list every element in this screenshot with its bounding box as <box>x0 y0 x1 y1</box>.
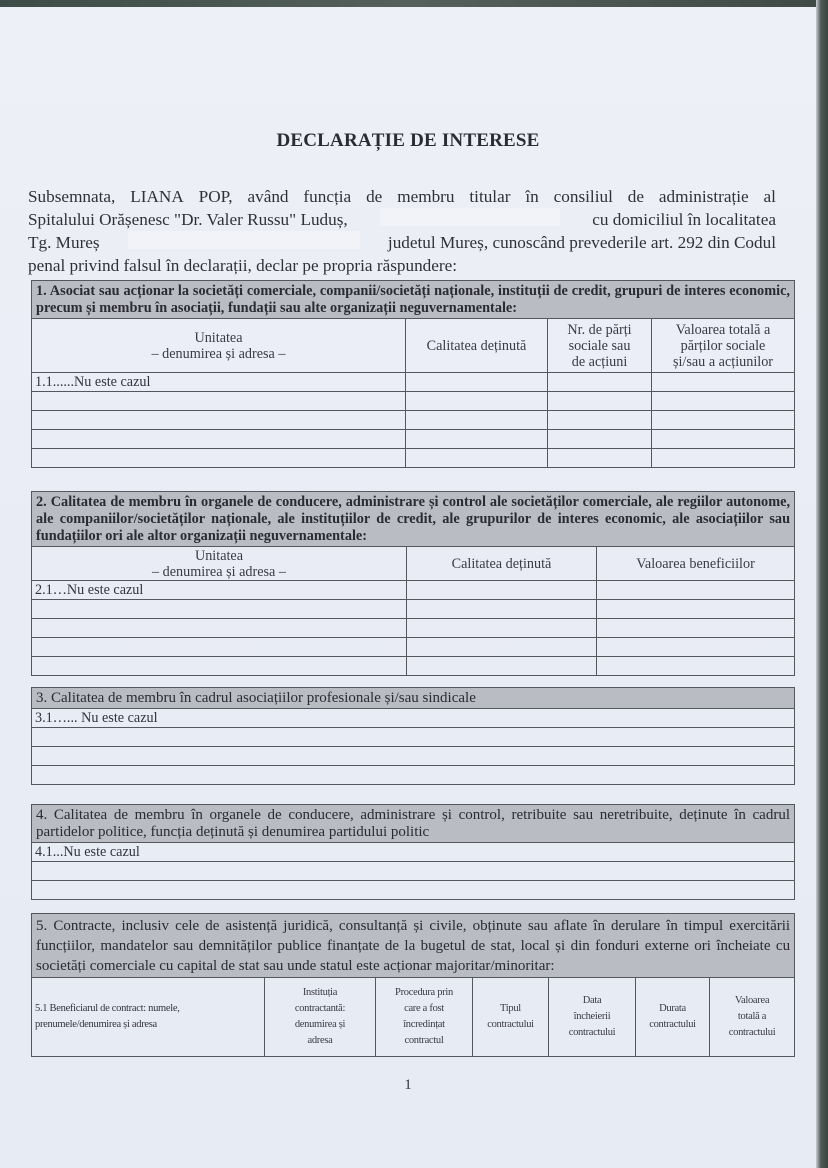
cell-entry[interactable] <box>32 766 795 785</box>
table-row <box>32 657 795 676</box>
header-line-text: contractului <box>649 1019 696 1030</box>
cell-value[interactable] <box>652 392 795 411</box>
cell-entry[interactable] <box>32 747 795 766</box>
table-row <box>32 638 795 657</box>
cell-benefits[interactable] <box>597 600 795 619</box>
header-line-text: și/sau a acțiunilor <box>672 353 774 370</box>
cell-role[interactable] <box>407 619 597 638</box>
cell-role[interactable] <box>406 430 548 449</box>
table-row <box>32 766 795 785</box>
word: Subsemnata, <box>28 187 116 206</box>
cell-role[interactable] <box>407 600 597 619</box>
scan-right-edge <box>816 0 828 1168</box>
cell-shares[interactable] <box>548 373 652 392</box>
header-line-text: Calitatea deținută <box>451 555 552 572</box>
table-row <box>32 600 795 619</box>
scan-top-edge <box>0 0 828 7</box>
header-line-text: contractului <box>728 1027 776 1038</box>
word: LIANA <box>130 187 184 206</box>
word: consiliul <box>553 187 613 206</box>
cell-unit[interactable] <box>32 657 407 676</box>
header-line-text: Nr. de părți <box>567 321 632 338</box>
column-header-contracting-institution <box>265 978 376 1057</box>
word: POP, <box>198 187 233 206</box>
column-header-contract-date <box>549 978 636 1057</box>
header-line-text: Valoarea beneficiilor <box>636 555 755 572</box>
cell-value[interactable] <box>652 449 795 468</box>
section-2-header: 2. Calitatea de membru în organele de conducere, administrare și control ale societăților comerciale, ale regiilor autonome, ale companiilor/societăților naționale, ale instituțiilor de credit, ale grupurilor de interes economic, ale asociațiilor sau fundațiilor ori ale altor organizații neguvernamentale: <box>32 492 795 547</box>
header-line-text: Valoarea totală a <box>675 321 771 338</box>
word: al <box>763 187 776 206</box>
column-header-benefits <box>597 547 795 581</box>
header-line-text: Durata <box>659 1003 686 1014</box>
cell-role[interactable] <box>407 638 597 657</box>
cell-benefits[interactable] <box>597 657 795 676</box>
table-row <box>32 747 795 766</box>
header-line-text: Tipul <box>500 1003 521 1014</box>
section-1-table <box>31 280 795 468</box>
table-row <box>32 862 795 881</box>
word: de <box>627 187 644 206</box>
word: funcția <box>303 187 352 206</box>
header-line-text: prenumele/denumirea și adresa <box>35 1019 157 1030</box>
table-row <box>32 728 795 747</box>
cell-entry[interactable] <box>32 862 795 881</box>
table-row <box>32 373 795 392</box>
column-header-contract-type <box>473 978 549 1057</box>
statement-line-4 <box>28 254 776 277</box>
word: de <box>366 187 383 206</box>
header-line-text: contractantă: <box>294 1003 346 1014</box>
cell-entry[interactable] <box>32 881 795 900</box>
cell-role[interactable] <box>406 392 548 411</box>
statement-line-3 <box>28 231 776 254</box>
table-row <box>32 843 795 862</box>
cell-entry[interactable]: 3.1…... Nu este cazul <box>32 709 795 728</box>
header-line-text: Data <box>582 995 602 1006</box>
document-title: DECLARAȚIE DE INTERESE <box>276 130 540 151</box>
cell-role[interactable] <box>406 449 548 468</box>
word: titular <box>469 187 511 206</box>
word: membru <box>397 187 455 206</box>
redacted-field <box>380 208 560 226</box>
word: în <box>525 187 539 206</box>
section-3-table <box>31 687 795 785</box>
locality-text: Tg. Mureș <box>28 233 100 252</box>
section-4-table <box>31 804 795 900</box>
statement-text: penal privind falsul în declarații, declar pe propria răspundere: <box>28 256 458 275</box>
cell-shares[interactable] <box>548 449 652 468</box>
cell-unit[interactable] <box>32 600 407 619</box>
cell-unit[interactable]: 2.1…Nu este cazul <box>32 581 407 600</box>
header-line-text: Procedura prin <box>395 987 453 998</box>
header-line-text: – denumirea și adresa – <box>152 563 286 580</box>
header-line-text: Calitatea deținută <box>426 337 527 354</box>
cell-entry[interactable]: 4.1...Nu este cazul <box>32 843 795 862</box>
table-row <box>32 619 795 638</box>
header-line-text: sociale sau <box>568 337 631 354</box>
column-header-unit <box>32 319 406 373</box>
table-row <box>32 581 795 600</box>
header-line-text: 5.1 Beneficiarul de contract: numele, <box>35 1003 180 1014</box>
table-row <box>32 430 795 449</box>
redacted-field <box>128 231 360 249</box>
column-header-contract-value <box>710 978 795 1057</box>
header-line-text: – denumirea și adresa – <box>151 345 286 362</box>
institution-text: Spitalului Orășenesc "Dr. Valer Russu" Luduș, <box>28 210 348 229</box>
cell-role[interactable] <box>407 581 597 600</box>
statement-line-1 <box>28 185 776 208</box>
cell-unit[interactable] <box>32 449 406 468</box>
document-page <box>0 7 816 1168</box>
column-header-beneficiary <box>32 978 265 1057</box>
cell-benefits[interactable] <box>597 619 795 638</box>
header-line-text: contractul <box>404 1035 444 1046</box>
column-header-shares-value <box>652 319 795 373</box>
column-header-shares-count <box>548 319 652 373</box>
header-line-text: denumirea și <box>294 1019 346 1030</box>
cell-unit[interactable] <box>32 638 407 657</box>
cell-shares[interactable] <box>548 392 652 411</box>
cell-value[interactable] <box>652 430 795 449</box>
header-line-text: încheierii <box>573 1011 611 1022</box>
header-line-text: contractului <box>487 1019 534 1030</box>
cell-role[interactable] <box>406 411 548 430</box>
cell-unit[interactable] <box>32 619 407 638</box>
header-line-text: de acțiuni <box>571 353 628 370</box>
header-line-text: adresa <box>307 1035 333 1046</box>
column-header-contract-duration <box>636 978 710 1057</box>
cell-unit[interactable] <box>32 430 406 449</box>
section-5-header: 5. Contracte, inclusiv cele de asistență juridică, consultanță și civile, obținute sau aflate în derulare în timpul exercitării funcțiilor, mandatelor sau demnităților publice finanțate de la bugetul de stat, local și din fonduri externe ori încheiate cu societăți comerciale cu capital de stat sau unde statul este acționar majoritar/minoritar: <box>32 914 795 978</box>
header-line-text: Unitatea <box>194 547 244 564</box>
domicile-text: cu domiciliul în localitatea <box>592 210 776 229</box>
header-line-text: contractului <box>568 1027 616 1038</box>
section-4-header: 4. Calitatea de membru în organele de conducere, administrare și control, retribuite sau neretribuite, deținute în cadrul partidelor politice, funcția deținută și denumirea partidului politic <box>32 805 795 843</box>
section-1-header: 1. Asociat sau acționar la societăți comerciale, companii/societăți naționale, instituții de credit, grupuri de interes economic, precum și membru în asociații, fundații sau alte organizații neguvernamentale: <box>32 281 795 319</box>
cell-value[interactable] <box>652 411 795 430</box>
cell-entry[interactable] <box>32 728 795 747</box>
section-5-table <box>31 913 795 1057</box>
column-header-role <box>406 319 548 373</box>
cell-role[interactable] <box>406 373 548 392</box>
cell-unit[interactable] <box>32 392 406 411</box>
page-number: 1 <box>404 1077 412 1093</box>
section-3-header: 3. Calitatea de membru în cadrul asociațiilor profesionale și/sau sindicale <box>32 688 795 709</box>
column-header-procedure <box>376 978 473 1057</box>
cell-benefits[interactable] <box>597 581 795 600</box>
header-line-text: Valoarea <box>734 995 770 1006</box>
header-line-text: totală a <box>737 1011 767 1022</box>
table-row <box>32 449 795 468</box>
word: având <box>247 187 289 206</box>
declarant-statement <box>28 185 776 277</box>
cell-shares[interactable] <box>548 411 652 430</box>
header-line-text: încredințat <box>403 1019 445 1030</box>
statement-line-2 <box>28 208 776 231</box>
header-line-text: care a fost <box>404 1003 444 1014</box>
column-header-unit <box>32 547 407 581</box>
cell-role[interactable] <box>407 657 597 676</box>
header-line-text: părților sociale <box>680 337 766 354</box>
header-line-text: Unitatea <box>194 329 243 346</box>
table-row <box>32 411 795 430</box>
cell-unit[interactable]: 1.1......Nu este cazul <box>32 373 406 392</box>
cell-unit[interactable] <box>32 411 406 430</box>
cell-value[interactable] <box>652 373 795 392</box>
county-text: judetul Mureș, cunoscând prevederile art. 292 din Codul <box>387 233 776 252</box>
cell-benefits[interactable] <box>597 638 795 657</box>
table-row <box>32 881 795 900</box>
cell-shares[interactable] <box>548 430 652 449</box>
table-row <box>32 392 795 411</box>
section-2-table <box>31 491 795 676</box>
column-header-role <box>407 547 597 581</box>
header-line-text: Instituția <box>302 987 338 998</box>
table-row <box>32 709 795 728</box>
word: administrație <box>658 187 749 206</box>
